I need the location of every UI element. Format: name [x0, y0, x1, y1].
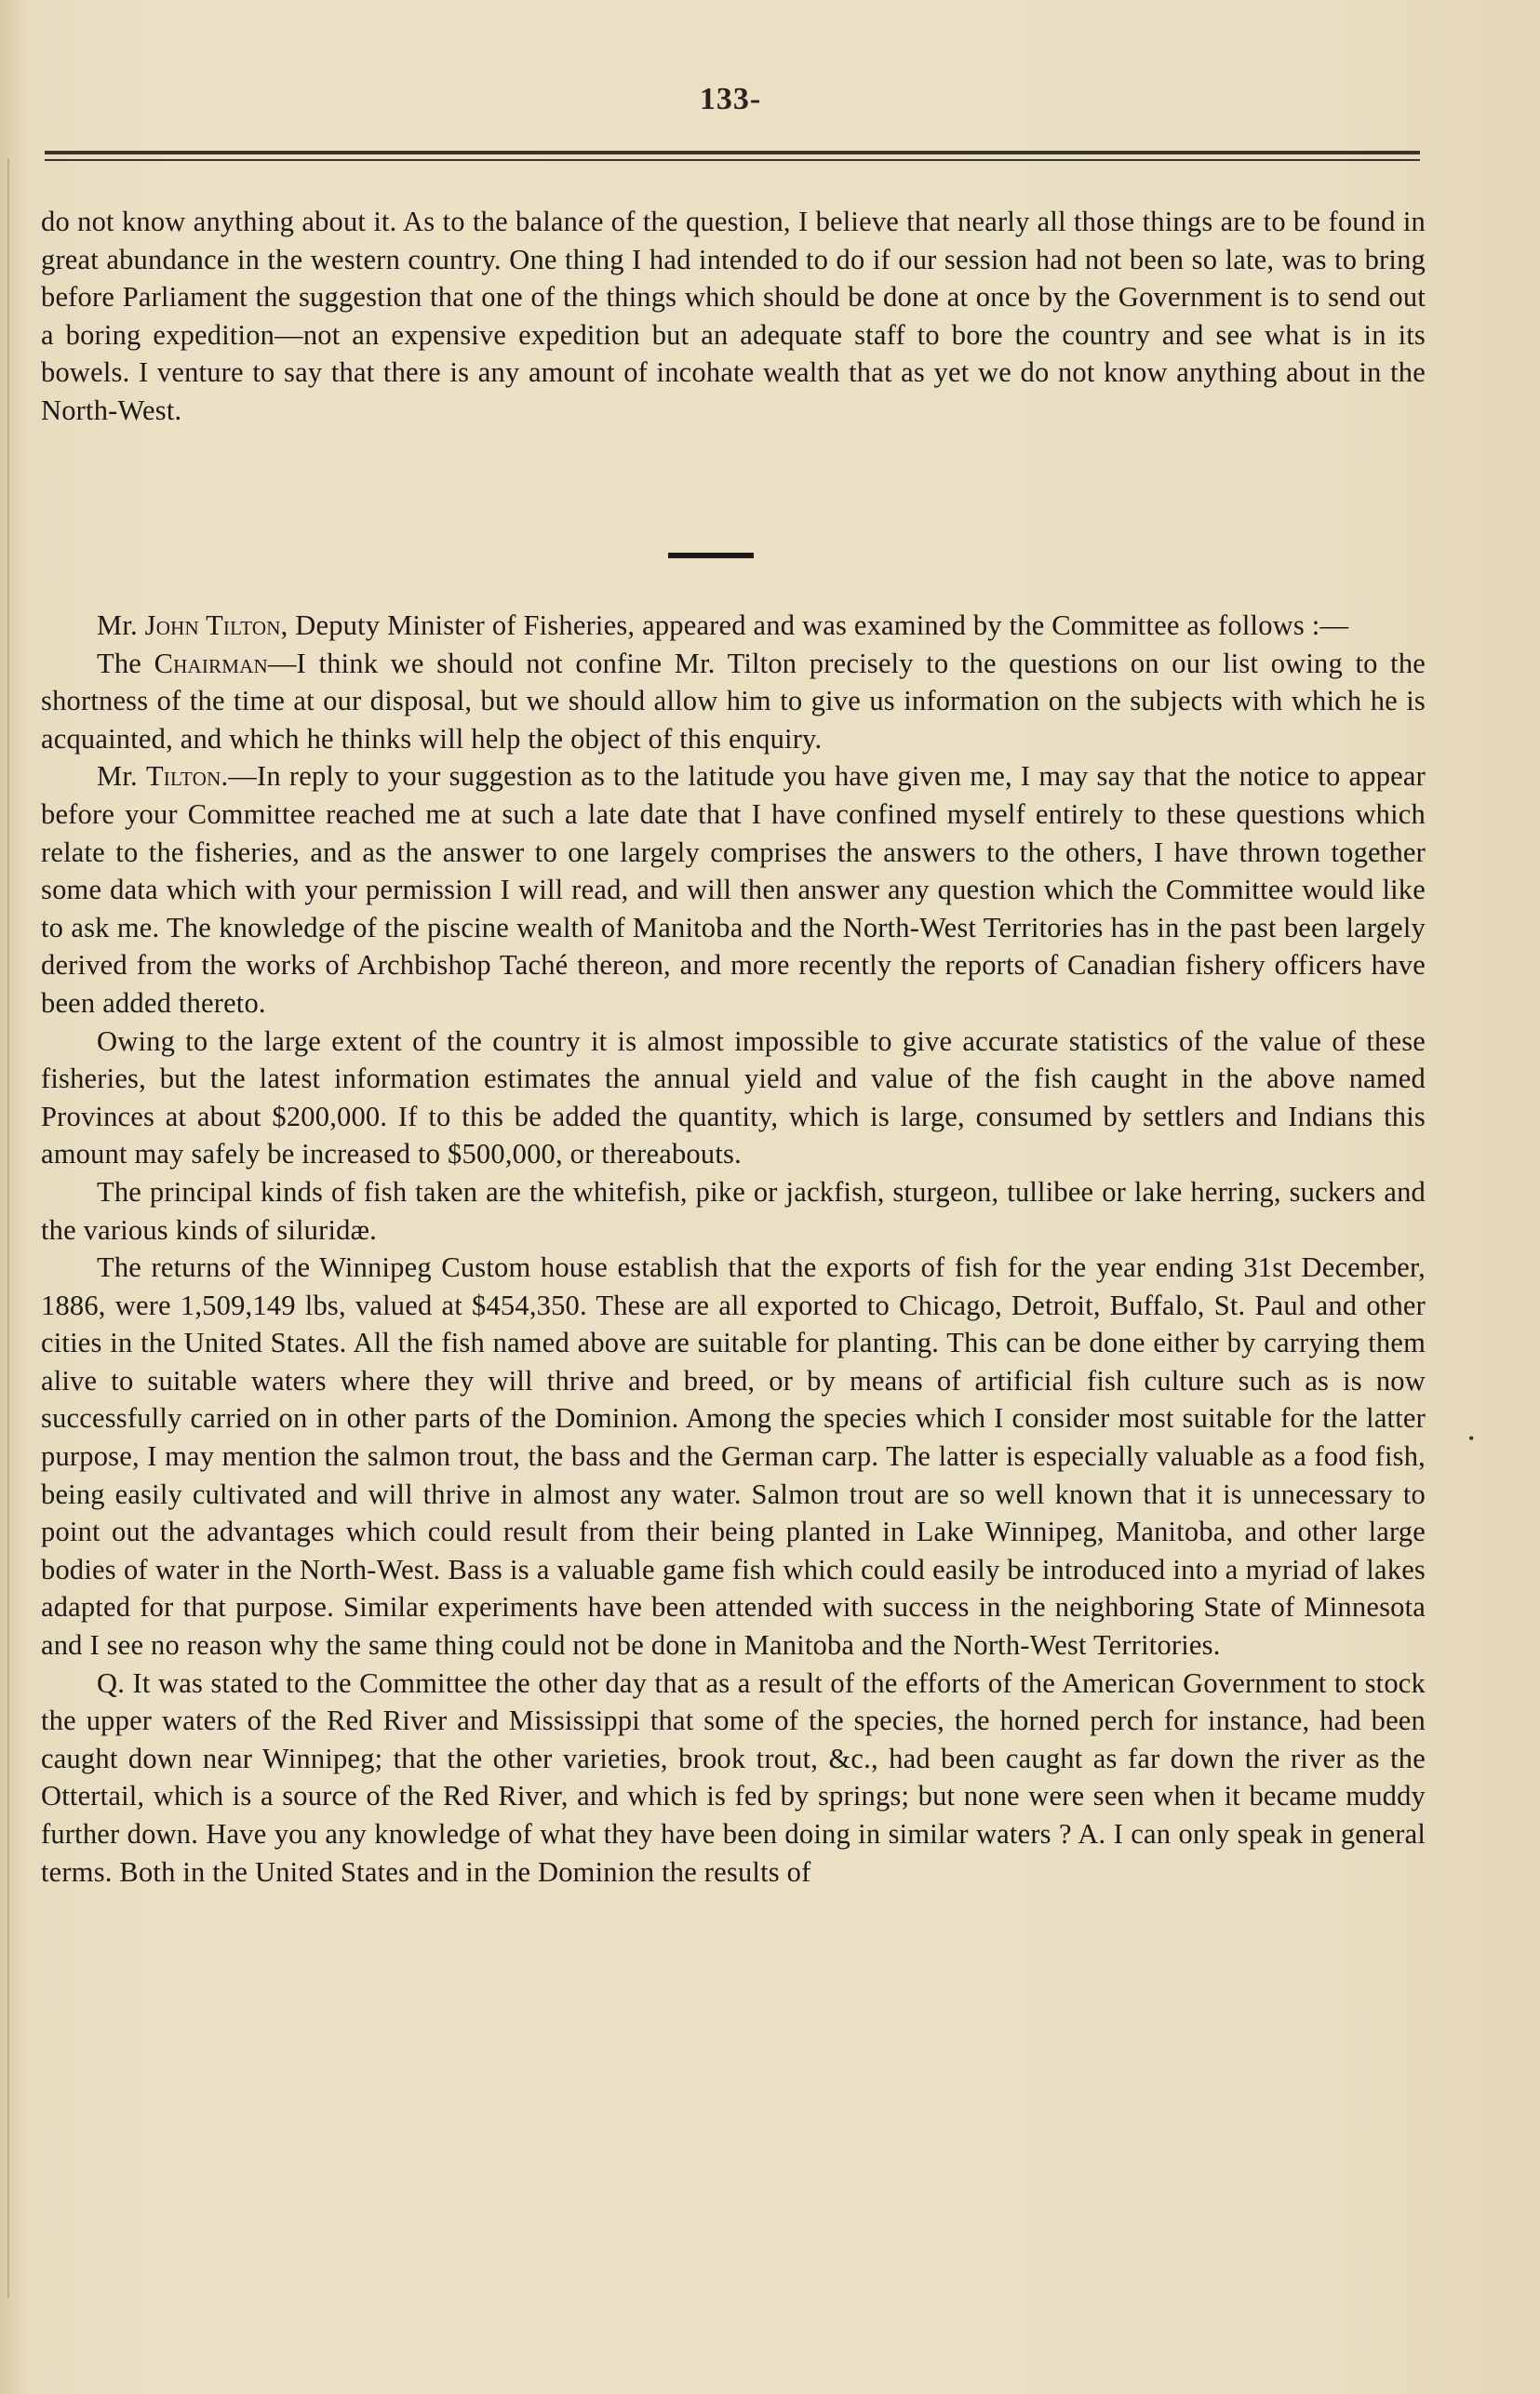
tilton-reply	[41, 757, 1426, 1022]
chairman-speaker: Chairman	[154, 647, 268, 679]
intro-rest: , Deputy Minister of Fisheries, appeared and was examined by the Committee as follows :—	[280, 609, 1349, 641]
chairman-text: —I think we should not confine Mr. Tilton precisely to the questions on our list owing to the shortness of the time at our disposal, but we should allow him to give us information on the subjects with which he is acquainted, and which he thinks will help the object of this enquiry.	[41, 647, 1426, 755]
paragraph-exports: The returns of the Winnipeg Custom house establish that the exports of fish for the year ending 31st December, 1886, were 1,509,149 lbs, valued at $454,350. These are all exported to Chicago, Detroit, Buffalo, St. Paul and other cities in the United States. All the fish named above are suitable for planting. This can be done either by carrying them alive to suitable waters where they will thrive and breed, or by means of artificial fish culture such as is now successfully carried on in other parts of the Dominion. Among the species which I consider most suitable for the latter purpose, I may mention the salmon trout, the bass and the German carp. The latter is especially valuable as a food fish, being easily cultivated and will thrive in almost any water. Salmon trout are so well known that it is unnecessary to point out the advantages which could result from their being planted in Lake Winnipeg, Manitoba, and other large bodies of water in the North-West. Bass is a valuable game fish which could easily be introduced into a myriad of lakes adapted for that purpose. Similar experiments have been attended with success in the neighboring State of Minnesota and I see no reason why the same thing could not be done in Manitoba and the North-West Territories.	[41, 1251, 1426, 1662]
header-double-rule	[45, 151, 1420, 164]
top-paragraph: do not know anything about it. As to the balance of the question, I believe that nearly all those things are to be found in great abundance in the western country. One thing I had intended to do if our session had not been so late, was to bring before Parliament the suggestion that one of the things which should be done at once by the Government is to send out a boring expedition—not an expensive expedition but an adequate staff to bore the country and see what is in its bowels. I venture to say that there is any amount of incohate wealth that as yet we do not know anything about in the North-West.	[41, 206, 1426, 426]
tilton-testimony	[41, 607, 1426, 1891]
tilton-prefix: Mr.	[97, 760, 138, 793]
paragraph-statistics: Owing to the large extent of the country it is almost impossible to give accurate statistics of the value of these fisheries, but the latest information estimates the annual yield and value of the fish caught in the above named Provinces at about $200,000. If to this be added the quantity, which is large, consumed by settlers and Indians this amount may safely be increased to $500,000, or thereabouts.	[41, 1024, 1426, 1170]
page-number-value: 133	[699, 82, 750, 116]
witness-name: John Tilton	[144, 609, 281, 641]
tilton-speaker: Tilton.	[145, 760, 229, 793]
header-rule-thick	[45, 151, 1420, 154]
paragraph-fish-kinds: The principal kinds of fish taken are the whitefish, pike or jackfish, sturgeon, tullibee or lake herring, suckers and the various kinds of siluridæ.	[41, 1175, 1426, 1246]
page-number	[0, 82, 1461, 117]
section-divider	[668, 553, 754, 558]
stray-ink-mark: •	[1468, 1429, 1475, 1448]
witness-introduction	[41, 607, 1426, 645]
intro-prefix: Mr.	[97, 609, 138, 641]
binding-edge	[7, 158, 9, 2298]
paragraph-question: Q. It was stated to the Committee the other day that as a result of the efforts of the American Government to stock the upper waters of the Red River and Mississippi that some of the species, the horned perch for instance, had been caught down near Winnipeg; that the other varieties, brook trout, &c., had been caught as far down the river as the Ottertail, which is a source of the Red River, and which is fed by springs; but none were seen when it became muddy further down. Have you any knowledge of what they have been doing in similar waters ? A. I can only speak in general terms. Both in the United States and in the Dominion the results of	[41, 1666, 1426, 1888]
chairman-prefix: The	[97, 647, 142, 679]
header-rule-thin	[45, 159, 1420, 161]
chairman-remark	[41, 645, 1426, 758]
continued-testimony	[41, 203, 1426, 430]
tilton-text: —In reply to your suggestion as to the latitude you have given me, I may say that the notice to appear before your Committee reached me at such a late date that I have confined myself entirely to these questions which relate to the fisheries, and as the answer to one largely comprises the answers to the others, I have thrown together some data which with your permission I will read, and will then answer any question which the Committee would like to ask me. The knowledge of the piscine wealth of Manitoba and the North-West Territories has in the past been largely derived from the works of Archbishop Taché thereon, and more recently the reports of Canadian fishery officers have been added thereto.	[41, 760, 1426, 1019]
page-number-suffix: -	[749, 82, 762, 116]
